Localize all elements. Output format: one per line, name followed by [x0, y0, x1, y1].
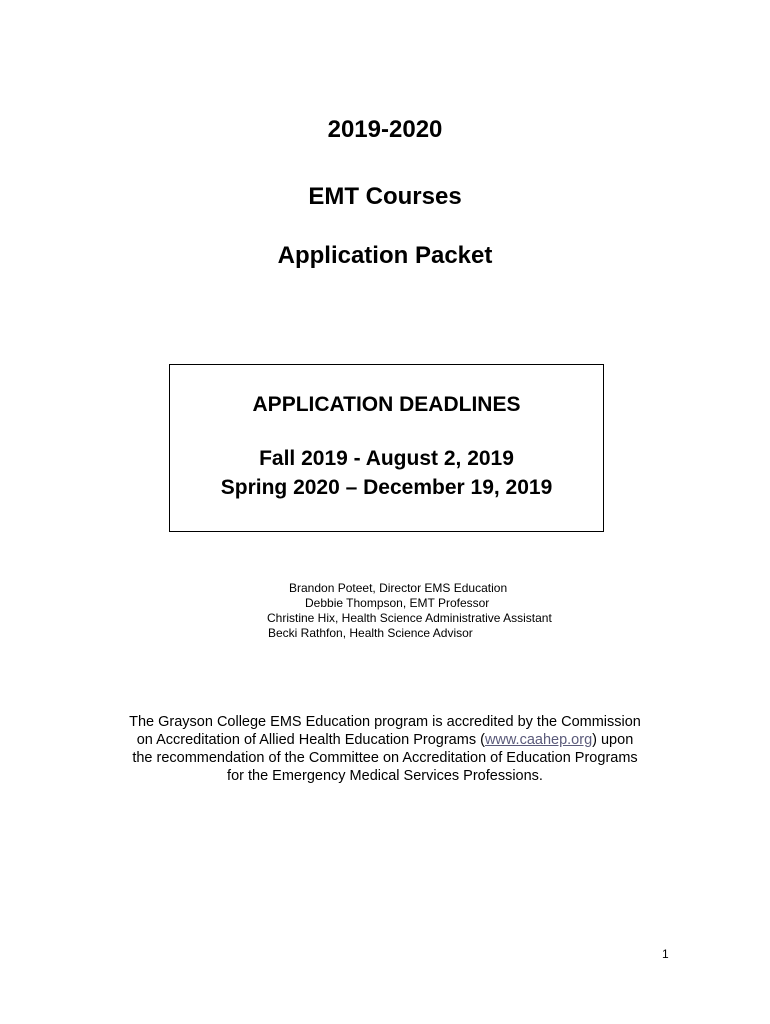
deadline-fall: Fall 2019 - August 2, 2019	[259, 447, 514, 470]
title-year: 2019-2020	[327, 116, 443, 143]
deadlines-heading: APPLICATION DEADLINES	[252, 393, 521, 416]
accreditation-line: for the Emergency Medical Services Professions.	[227, 768, 543, 784]
accreditation-line: The Grayson College EMS Education program is accredited by the Commission	[129, 714, 641, 730]
page-number: 1	[662, 947, 669, 961]
title-packet: Application Packet	[277, 242, 493, 269]
accreditation-line	[0, 731, 770, 749]
accreditation-line: the recommendation of the Committee on Accreditation of Education Programs	[132, 750, 638, 766]
deadlines-box	[169, 364, 604, 532]
caahep-link[interactable]: www.caahep.org	[484, 732, 593, 748]
staff-line: Brandon Poteet, Director EMS Education	[289, 581, 508, 595]
staff-line: Becki Rathfon, Health Science Advisor	[268, 626, 473, 640]
staff-line: Debbie Thompson, EMT Professor	[305, 596, 490, 610]
title-course: EMT Courses	[308, 183, 462, 210]
accreditation-text: on Accreditation of Allied Health Education Programs (	[136, 732, 485, 748]
staff-line: Christine Hix, Health Science Administrative Assistant	[267, 611, 552, 625]
deadline-spring: Spring 2020 – December 19, 2019	[220, 476, 553, 499]
accreditation-text: ) upon	[592, 732, 634, 748]
